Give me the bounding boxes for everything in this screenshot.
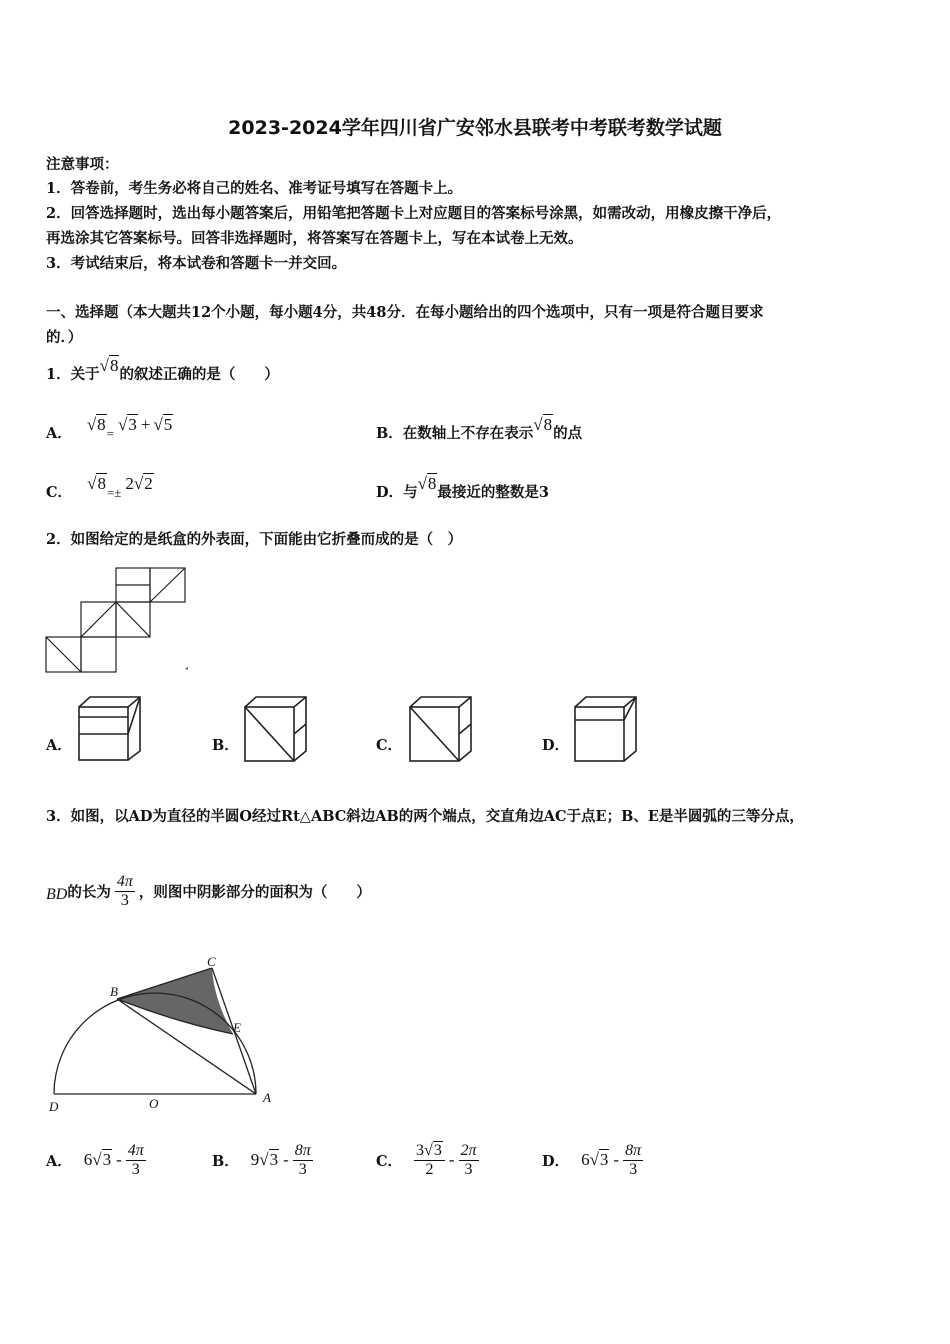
label-B: B	[110, 984, 118, 999]
question-3-cont: BD 的长为 $\frac{4\pi}{3}$ ，则图中阴影部分的面积为（ ）	[46, 872, 371, 909]
section-heading-cont: 的．）	[46, 329, 83, 346]
label-A: A	[263, 1090, 271, 1105]
arc-label: BD	[46, 886, 68, 903]
svg-text:◂: ◂	[185, 665, 189, 672]
label-D: D	[49, 1099, 59, 1114]
notice-item: 3．考试结束后，将本试卷和答题卡一并交回。	[46, 255, 347, 272]
q3-option-c[interactable]: C． $\frac{3√3}{2}$ - $\frac{2\pi}{3}$	[376, 1141, 477, 1178]
q2-option-a[interactable]: A．	[46, 737, 72, 754]
q3-option-a[interactable]: A． 6 √3 - $\frac{4\pi}{3}$	[46, 1141, 144, 1178]
notice-item: 1．答卷前，考生务必将自己的姓名、准考证号填写在答题卡上。	[46, 180, 463, 197]
label-C: C	[207, 954, 216, 969]
q2-option-b[interactable]: B．	[212, 737, 239, 754]
label-E: E	[233, 1020, 241, 1035]
q1-option-b[interactable]: B．在数轴上不存在表示√8的点	[376, 415, 583, 442]
q3-option-d[interactable]: D． 6 √3 - $\frac{8\pi}{3}$	[542, 1141, 642, 1178]
q1-option-d[interactable]: D．与√8最接近的整数是3	[376, 474, 550, 501]
q2-option-d[interactable]: D．	[542, 737, 570, 754]
label-O: O	[149, 1096, 159, 1111]
q2-option-c[interactable]: C．	[376, 737, 403, 754]
notice-item: 2．回答选择题时，选出每小题答案后，用铅笔把答题卡上对应题目的答案标号涂黑，如需改动，用橡皮擦干净后，	[46, 205, 782, 222]
section-heading: 一、选择题（本大题共12个小题，每小题4分，共48分．在每小题给出的四个选项中，只有一项是符合题目要求	[46, 304, 764, 321]
q1-option-a[interactable]: A． √8= √3 + √5	[46, 415, 173, 442]
q3-option-b[interactable]: B． 9 √3 - $\frac{8\pi}{3}$	[212, 1141, 311, 1178]
question-2: 2．如图给定的是纸盒的外表面，下面能由它折叠而成的是（ ）	[46, 531, 463, 548]
notice-heading: 注意事项：	[46, 156, 119, 173]
notice-item: 再选涂其它答案标号。回答非选择题时，将答案写在答题卡上，写在本试卷上无效。	[46, 230, 583, 247]
question-3: 3．如图，以AD为直径的半圆O经过Rt△ABC斜边AB的两个端点，交直角边AC于点E；B、E是半圆弧的三等分点，	[46, 808, 804, 825]
question-1: 1．关于√8的叙述正确的是（ ）	[46, 356, 279, 383]
q1-option-c[interactable]: C． √8=± 2√2	[46, 474, 153, 501]
page-title: 2023-2024学年四川省广安邻水县联考中考联考数学试题	[228, 117, 722, 139]
